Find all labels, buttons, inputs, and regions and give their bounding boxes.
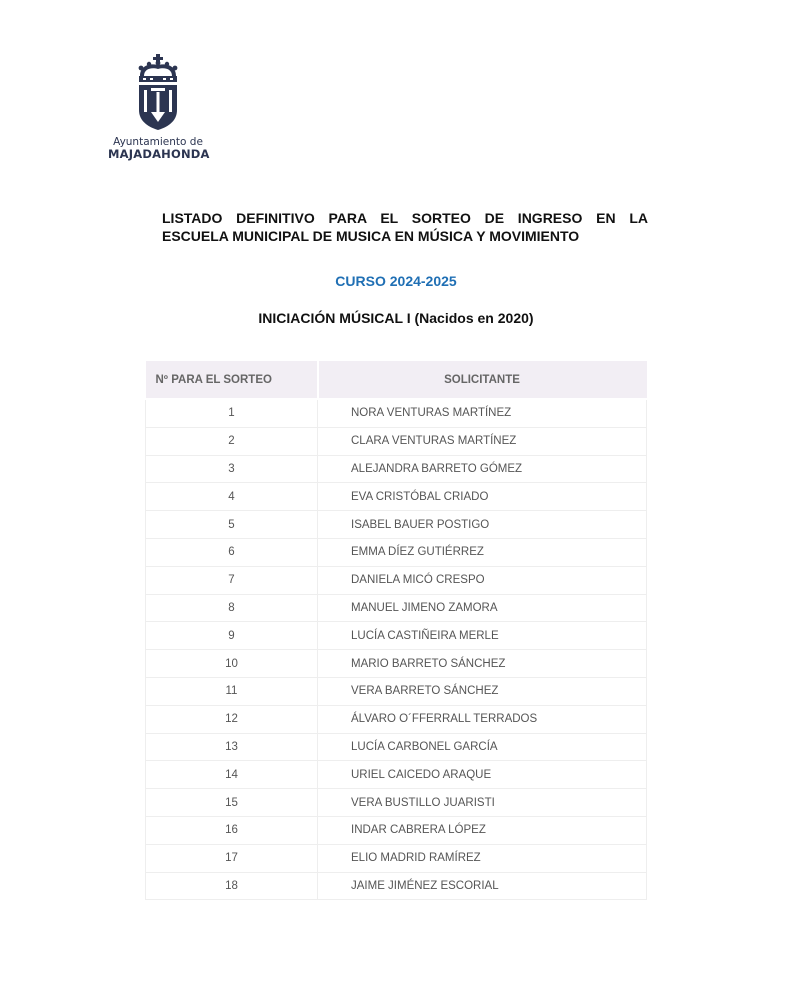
municipal-logo bbox=[108, 54, 208, 161]
table-row bbox=[146, 483, 647, 511]
table-row bbox=[146, 844, 647, 872]
group-subtitle: INICIACIÓN MÚSICAL I (Nacidos en 2020) bbox=[258, 310, 534, 326]
applicant-name-cell: VERA BUSTILLO JUARISTI bbox=[318, 789, 647, 817]
table-row bbox=[146, 816, 647, 844]
table-row bbox=[146, 594, 647, 622]
table-row bbox=[146, 872, 647, 900]
draw-number-cell: 13 bbox=[146, 733, 318, 761]
applicant-name-cell: ELIO MADRID RAMÍREZ bbox=[318, 844, 647, 872]
applicant-name-cell: LUCÍA CARBONEL GARCÍA bbox=[318, 733, 647, 761]
draw-number-cell: 4 bbox=[146, 483, 318, 511]
table-header-row bbox=[146, 361, 647, 399]
draw-number-cell: 12 bbox=[146, 705, 318, 733]
table-row bbox=[146, 511, 647, 539]
draw-number-cell: 8 bbox=[146, 594, 318, 622]
applicant-name-cell: VERA BARRETO SÁNCHEZ bbox=[318, 677, 647, 705]
table-row bbox=[146, 705, 647, 733]
logo-line-1: Ayuntamiento de bbox=[113, 136, 203, 148]
draw-number-cell: 10 bbox=[146, 650, 318, 678]
applicant-name-cell: JAIME JIMÉNEZ ESCORIAL bbox=[318, 872, 647, 900]
applicant-name-cell: CLARA VENTURAS MARTÍNEZ bbox=[318, 427, 647, 455]
table-row bbox=[146, 761, 647, 789]
draw-number-cell: 7 bbox=[146, 566, 318, 594]
applicant-name-cell: EMMA DÍEZ GUTIÉRREZ bbox=[318, 538, 647, 566]
table-row bbox=[146, 650, 647, 678]
applicant-name-cell: ÁLVARO O´FFERRALL TERRADOS bbox=[318, 705, 647, 733]
table-row bbox=[146, 789, 647, 817]
draw-number-cell: 18 bbox=[146, 872, 318, 900]
table-row bbox=[146, 566, 647, 594]
course-year: CURSO 2024-2025 bbox=[335, 273, 457, 289]
coat-of-arms-icon bbox=[137, 54, 179, 130]
table-row bbox=[146, 399, 647, 427]
applicants-table bbox=[145, 361, 647, 900]
logo-line-2: MAJADAHONDA bbox=[108, 147, 210, 161]
applicant-name-cell: NORA VENTURAS MARTÍNEZ bbox=[318, 399, 647, 427]
draw-number-cell: 6 bbox=[146, 538, 318, 566]
draw-number-cell: 15 bbox=[146, 789, 318, 817]
applicant-name-cell: LUCÍA CASTIÑEIRA MERLE bbox=[318, 622, 647, 650]
column-header-applicant: SOLICITANTE bbox=[318, 361, 647, 399]
title-line-2: ESCUELA MUNICIPAL DE MUSICA EN MÚSICA Y MOVIMIENTO bbox=[162, 228, 580, 244]
draw-number-cell: 3 bbox=[146, 455, 318, 483]
table-row bbox=[146, 538, 647, 566]
applicant-name-cell: ISABEL BAUER POSTIGO bbox=[318, 511, 647, 539]
table-row bbox=[146, 622, 647, 650]
draw-number-cell: 9 bbox=[146, 622, 318, 650]
table-row bbox=[146, 733, 647, 761]
table-row bbox=[146, 677, 647, 705]
draw-number-cell: 17 bbox=[146, 844, 318, 872]
document-title bbox=[162, 209, 648, 245]
draw-number-cell: 5 bbox=[146, 511, 318, 539]
title-line-1: LISTADO DEFINITIVO PARA EL SORTEO DE INGRESO EN LA bbox=[162, 210, 648, 226]
applicant-name-cell: DANIELA MICÓ CRESPO bbox=[318, 566, 647, 594]
applicant-name-cell: INDAR CABRERA LÓPEZ bbox=[318, 816, 647, 844]
applicant-name-cell: EVA CRISTÓBAL CRIADO bbox=[318, 483, 647, 511]
table-row bbox=[146, 455, 647, 483]
applicant-name-cell: MANUEL JIMENO ZAMORA bbox=[318, 594, 647, 622]
draw-number-cell: 16 bbox=[146, 816, 318, 844]
applicant-name-cell: URIEL CAICEDO ARAQUE bbox=[318, 761, 647, 789]
draw-number-cell: 2 bbox=[146, 427, 318, 455]
applicant-name-cell: MARIO BARRETO SÁNCHEZ bbox=[318, 650, 647, 678]
column-header-number: Nº PARA EL SORTEO bbox=[146, 361, 318, 399]
draw-number-cell: 1 bbox=[146, 399, 318, 427]
draw-number-cell: 11 bbox=[146, 677, 318, 705]
draw-number-cell: 14 bbox=[146, 761, 318, 789]
table-row bbox=[146, 427, 647, 455]
applicant-name-cell: ALEJANDRA BARRETO GÓMEZ bbox=[318, 455, 647, 483]
